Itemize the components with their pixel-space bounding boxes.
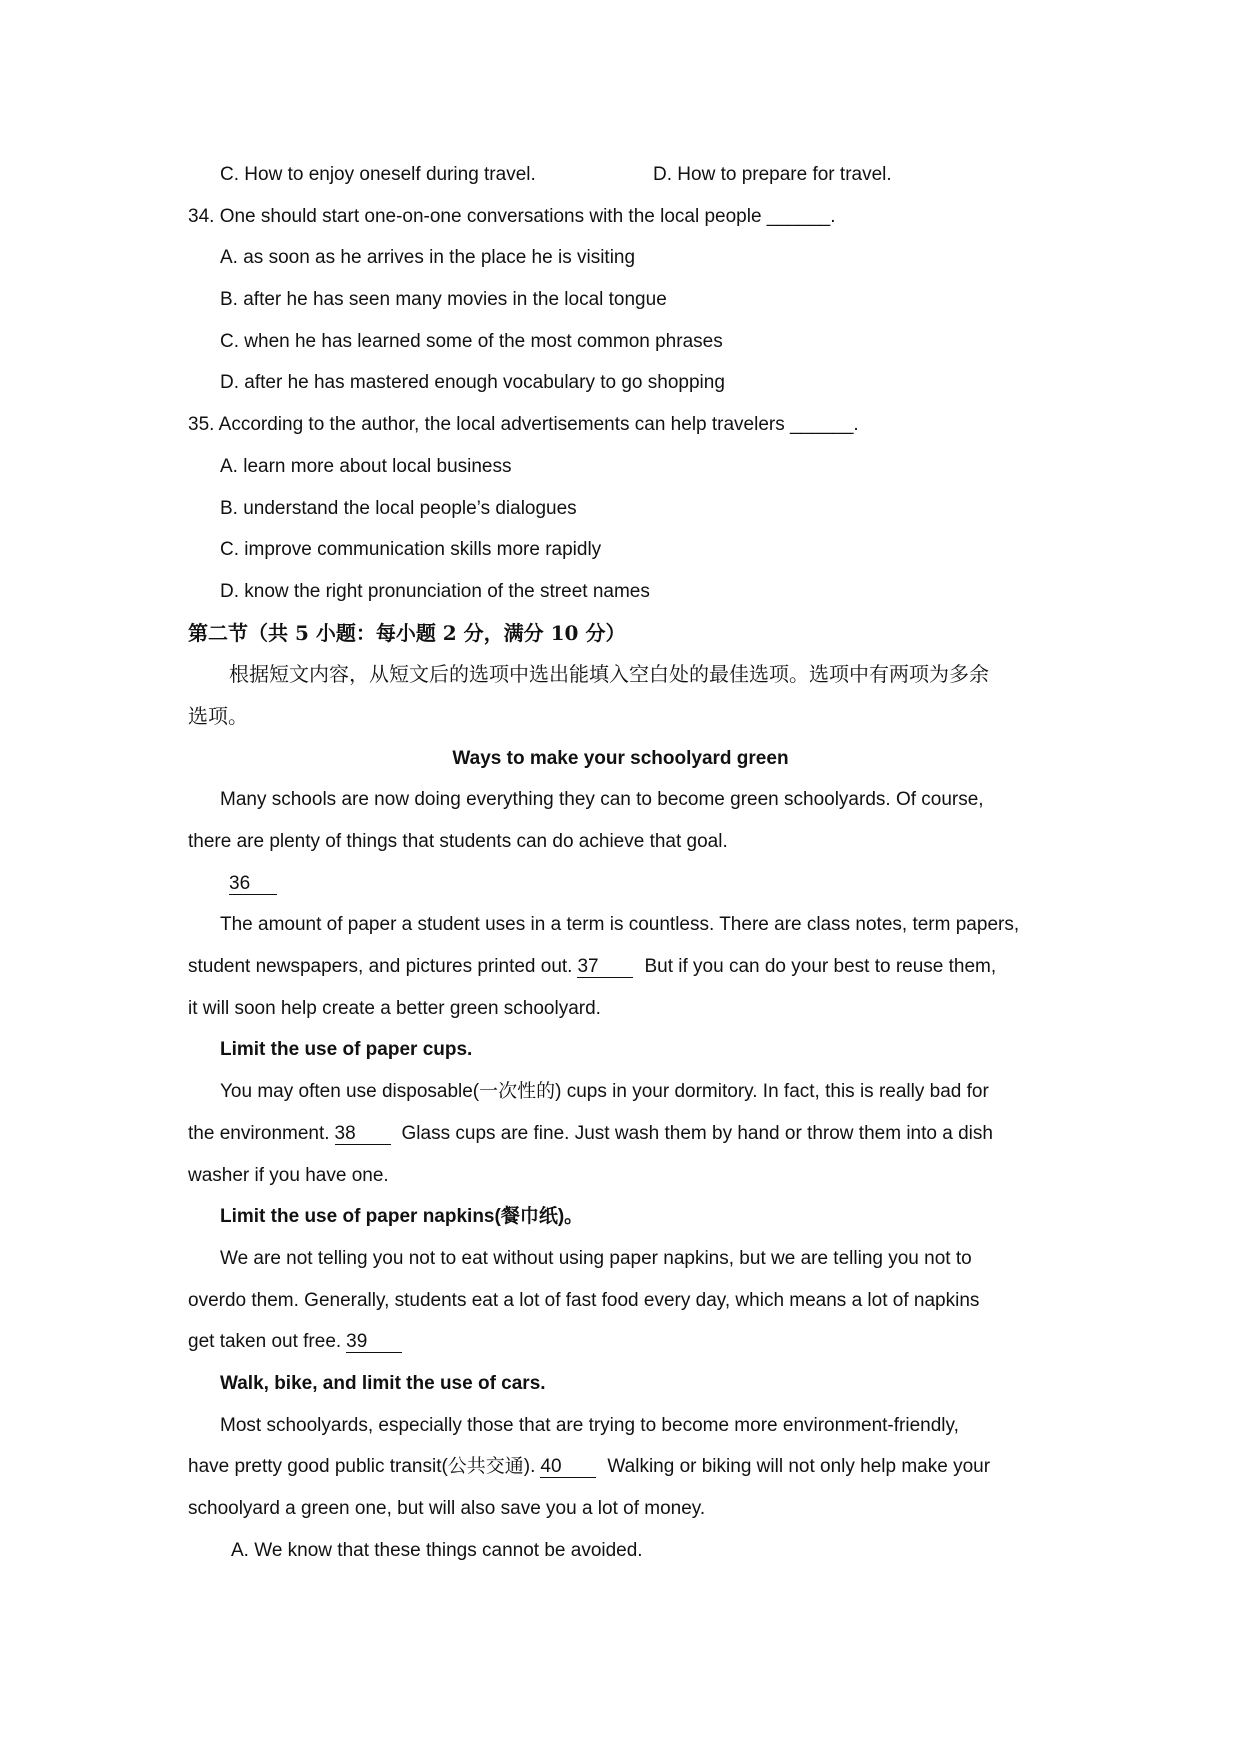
prev-question-options-row xyxy=(0,154,1241,196)
paper-line3: it will soon help create a better green schoolyard. xyxy=(188,997,601,1019)
cups-line2-before: the environment. xyxy=(188,1122,330,1144)
blank-40: 40 xyxy=(540,1457,596,1478)
q34-option-b: B. after he has seen many movies in the local tongue xyxy=(220,289,667,311)
blank-36-row xyxy=(0,863,1241,905)
blank-39: 39 xyxy=(346,1332,402,1353)
napkins-line1: We are not telling you not to eat without using paper napkins, but we are telling you not to xyxy=(220,1247,972,1269)
section2-instructions-line1: 根据短文内容，从短文后的选项中选出能填入空白处的最佳选项。选项中有两项为多余 xyxy=(229,662,989,687)
paper-line1: The amount of paper a student uses in a term is countless. There are class notes, term papers, xyxy=(220,914,1020,936)
napkins-line3-before: get taken out free. xyxy=(188,1331,342,1353)
paper-line2-after: But if you can do your best to reuse them, xyxy=(644,956,997,978)
cups-line3: washer if you have one. xyxy=(188,1164,389,1186)
q35-option-b: B. understand the local people’s dialogues xyxy=(220,497,577,519)
cups-line1: You may often use disposable(一次性的) cups in your dormitory. In fact, this is really bad for xyxy=(220,1081,989,1103)
q35-option-a: A. learn more about local business xyxy=(220,455,512,477)
q35-stem: 35. According to the author, the local advertisements can help travelers ______. xyxy=(188,414,859,436)
blank-36: 36 xyxy=(229,874,277,895)
q35-option-d: D. know the right pronunciation of the street names xyxy=(220,580,650,602)
q34-option-d: D. after he has mastered enough vocabulary to go shopping xyxy=(220,372,725,394)
passage-option-a: A. We know that these things cannot be avoided. xyxy=(231,1539,643,1561)
napkins-line2: overdo them. Generally, students eat a lot of fast food every day, which means a lot of napkins xyxy=(188,1289,980,1311)
transport-line2-before: have pretty good public transit(公共交通). xyxy=(188,1456,536,1478)
transport-line2-after: Walking or biking will not only help make your xyxy=(607,1456,991,1478)
intro-line2: there are plenty of things that students can do achieve that goal. xyxy=(188,831,728,852)
transport-line2 xyxy=(0,1446,1241,1488)
q34-option-c: C. when he has learned some of the most common phrases xyxy=(220,330,723,352)
prev-question-option-d: D. How to prepare for travel. xyxy=(653,164,892,185)
intro-line1: Many schools are now doing everything they can to become green schoolyards. Of course, xyxy=(220,789,984,811)
transport-line3: schoolyard a green one, but will also save you a lot of money. xyxy=(188,1498,706,1519)
napkins-heading: Limit the use of paper napkins(餐巾纸)。 xyxy=(220,1206,584,1228)
q34-stem: 34. One should start one-on-one conversations with the local people ______. xyxy=(188,205,836,227)
prev-question-option-c: C. How to enjoy oneself during travel. xyxy=(220,164,536,185)
section2-heading: 第二节（共 5 小题：每小题 2 分，满分 10 分） xyxy=(188,620,626,645)
cups-line2-after: Glass cups are fine. Just wash them by hand or throw them into a dish xyxy=(401,1122,993,1144)
paper-line2-before: student newspapers, and pictures printed out. xyxy=(188,956,573,978)
q34-option-a: A. as soon as he arrives in the place he is visiting xyxy=(220,247,636,269)
blank-38: 38 xyxy=(335,1124,391,1145)
q35-option-c: C. improve communication skills more rapidly xyxy=(220,539,602,561)
transport-line1: Most schoolyards, especially those that are trying to become more environment-friendly, xyxy=(220,1414,959,1436)
section2-instructions-line2: 选项。 xyxy=(188,703,248,728)
paper-line2 xyxy=(0,946,1241,988)
transport-heading: Walk, bike, and limit the use of cars. xyxy=(220,1372,546,1394)
passage-title: Ways to make your schoolyard green xyxy=(452,747,789,769)
blank-37: 37 xyxy=(577,957,633,978)
page-content xyxy=(0,154,1241,1571)
napkins-line3 xyxy=(0,1321,1241,1363)
cups-line2 xyxy=(0,1113,1241,1155)
cups-heading: Limit the use of paper cups. xyxy=(220,1039,473,1061)
